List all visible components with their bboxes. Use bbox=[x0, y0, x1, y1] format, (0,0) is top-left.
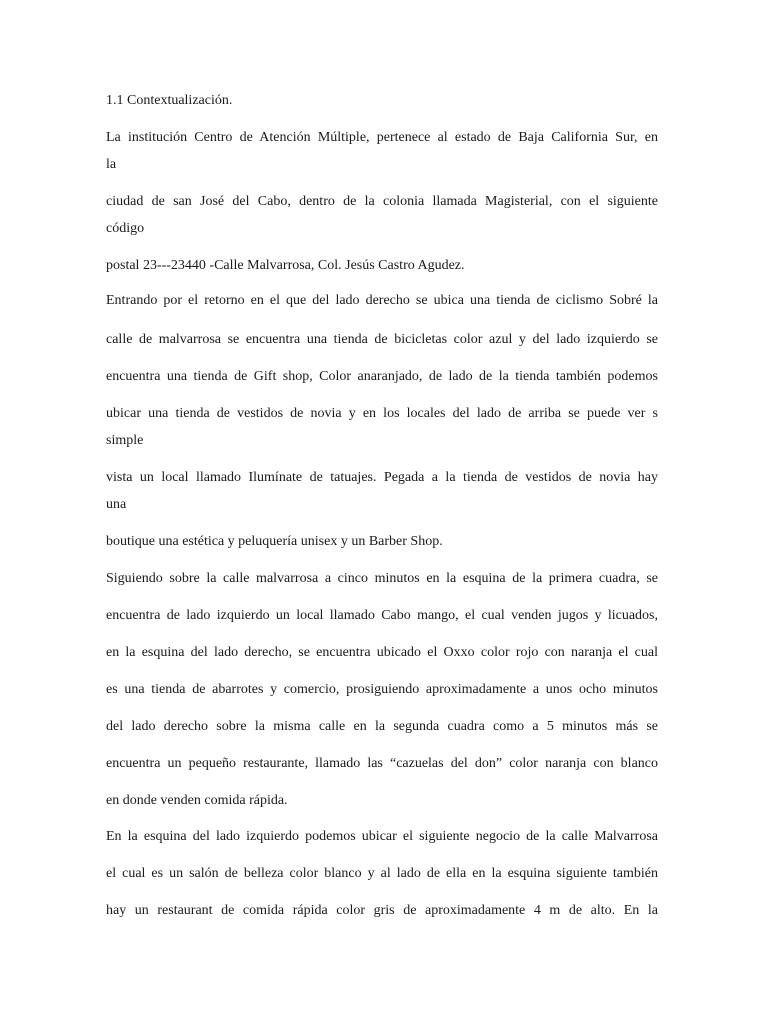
text-line: Entrando por el retorno en el que del lado derecho se ubica una tienda de ciclismo Sobré la bbox=[106, 293, 658, 308]
text-line: La institución Centro de Atención Múltiple, pertenece al estado de Baja California Sur, en bbox=[106, 130, 658, 145]
text-line: simple bbox=[106, 433, 144, 448]
document-page bbox=[106, 0, 658, 1024]
section-heading: 1.1 Contextualización. bbox=[106, 93, 233, 108]
text-line: el cual es un salón de belleza color blanco y al lado de ella en la esquina siguiente también bbox=[106, 866, 658, 881]
text-line: postal 23---23440 -Calle Malvarrosa, Col. Jesús Castro Agudez. bbox=[106, 258, 465, 273]
text-line: encuentra un pequeño restaurante, llamado las “cazuelas del don” color naranja con blanco bbox=[106, 756, 658, 771]
text-line: del lado derecho sobre la misma calle en la segunda cuadra como a 5 minutos más se bbox=[106, 719, 658, 734]
text-line: encuentra de lado izquierdo un local llamado Cabo mango, el cual venden jugos y licuados, bbox=[106, 608, 658, 623]
text-line: la bbox=[106, 157, 117, 172]
text-line: en la esquina del lado derecho, se encuentra ubicado el Oxxo color rojo con naranja el cual bbox=[106, 645, 658, 660]
text-line: vista un local llamado Ilumínate de tatuajes. Pegada a la tienda de vestidos de novia hay bbox=[106, 470, 658, 485]
text-line: boutique una estética y peluquería unisex y un Barber Shop. bbox=[106, 534, 443, 549]
text-line: es una tienda de abarrotes y comercio, prosiguiendo aproximadamente a unos ocho minutos bbox=[106, 682, 658, 697]
text-line: Siguiendo sobre la calle malvarrosa a cinco minutos en la esquina de la primera cuadra, se bbox=[106, 571, 658, 586]
text-line: ubicar una tienda de vestidos de novia y en los locales del lado de arriba se puede ver s bbox=[106, 406, 658, 421]
text-line: ciudad de san José del Cabo, dentro de la colonia llamada Magisterial, con el siguiente bbox=[106, 194, 658, 209]
text-line: hay un restaurant de comida rápida color gris de aproximadamente 4 m de alto. En la bbox=[106, 903, 658, 918]
text-line: código bbox=[106, 221, 145, 236]
text-line: encuentra una tienda de Gift shop, Color anaranjado, de lado de la tienda también podemos bbox=[106, 369, 658, 384]
text-line: calle de malvarrosa se encuentra una tienda de bicicletas color azul y del lado izquierdo se bbox=[106, 332, 658, 347]
text-line: en donde venden comida rápida. bbox=[106, 793, 288, 808]
text-line: En la esquina del lado izquierdo podemos ubicar el siguiente negocio de la calle Malvarrosa bbox=[106, 829, 658, 844]
text-line: una bbox=[106, 497, 127, 512]
